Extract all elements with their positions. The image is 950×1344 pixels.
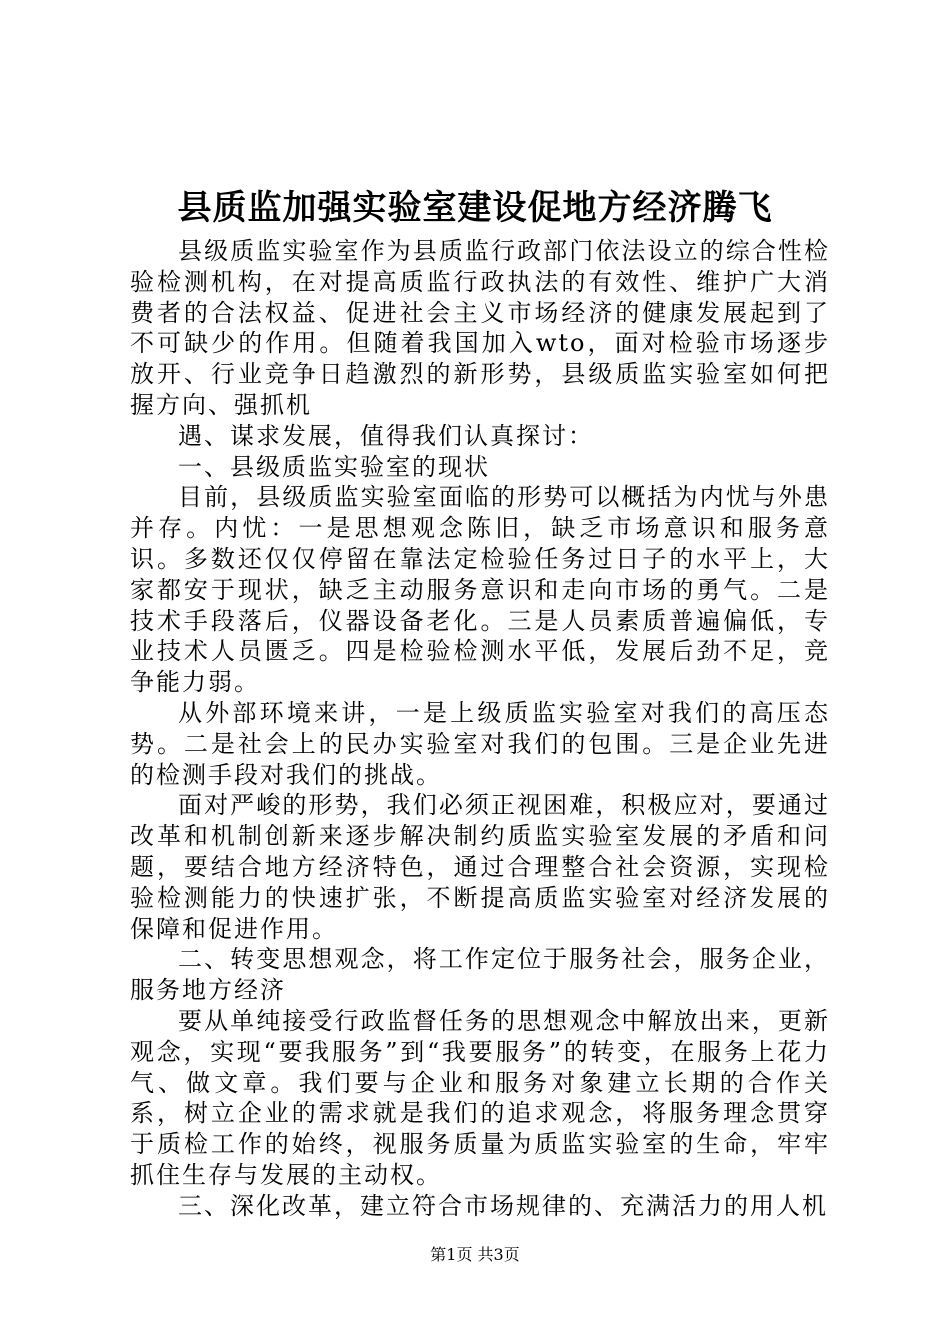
document-title: 县质监加强实验室建设促地方经济腾飞 [177, 188, 773, 228]
paragraph: 面对严峻的形势，我们必须正视困难，积极应对，要通过改革和机制创新来逐步解决制约质监实验室发展的矛盾和问题，要结合地方经济特色，通过合理整合社会资源，实现检验检测能力的快速扩张，不断提高质监实验室对经济发展的保障和促进作用。 [130, 791, 830, 943]
document-body [130, 236, 830, 1222]
section-heading: 二、转变思想观念，将工作定位于服务社会，服务企业，服务地方经济 [130, 945, 830, 1005]
paragraph: 目前，县级质监实验室面临的形势可以概括为内忧与外患并存。内忧：一是思想观念陈旧，缺乏市场意识和服务意识。多数还仅仅停留在靠法定检验任务过日子的水平上，大家都安于现状，缺乏主动服务意识和走向市场的勇气。二是技术手段落后，仪器设备老化。三是人员素质普遍偏低，专业技术人员匮乏。四是检验检测水平低，发展后劲不足，竞争能力弱。 [130, 483, 830, 697]
page-number-footer: 第1页 共3页 [430, 1245, 520, 1264]
paragraph: 县级质监实验室作为县质监行政部门依法设立的综合性检验检测机构，在对提高质监行政执法的有效性、维护广大消费者的合法权益、促进社会主义市场经济的健康发展起到了不可缺少的作用。但随着我国加入wto，面对检验市场逐步放开、行业竞争日趋激烈的新形势，县级质监实验室如何把握方向、强抓机 [130, 237, 830, 419]
paragraph: 遇、谋求发展，值得我们认真探讨： [178, 421, 594, 450]
section-heading: 三、深化改革，建立符合市场规律的、充满活力的用人机 [178, 1191, 828, 1220]
section-heading: 一、县级质监实验室的现状 [178, 452, 490, 481]
paragraph: 要从单纯接受行政监督任务的思想观念中解放出来，更新观念，实现“要我服务”到“我要服务”的转变，在服务上花力气、做文章。我们要与企业和服务对象建立长期的合作关系，树立企业的需求就是我们的追求观念，将服务理念贯穿于质检工作的始终，视服务质量为质监实验室的生命，牢牢抓住生存与发展的主动权。 [130, 1006, 830, 1189]
paragraph: 从外部环境来讲，一是上级质监实验室对我们的高压态势。二是社会上的民办实验室对我们的包围。三是企业先进的检测手段对我们的挑战。 [130, 698, 830, 789]
